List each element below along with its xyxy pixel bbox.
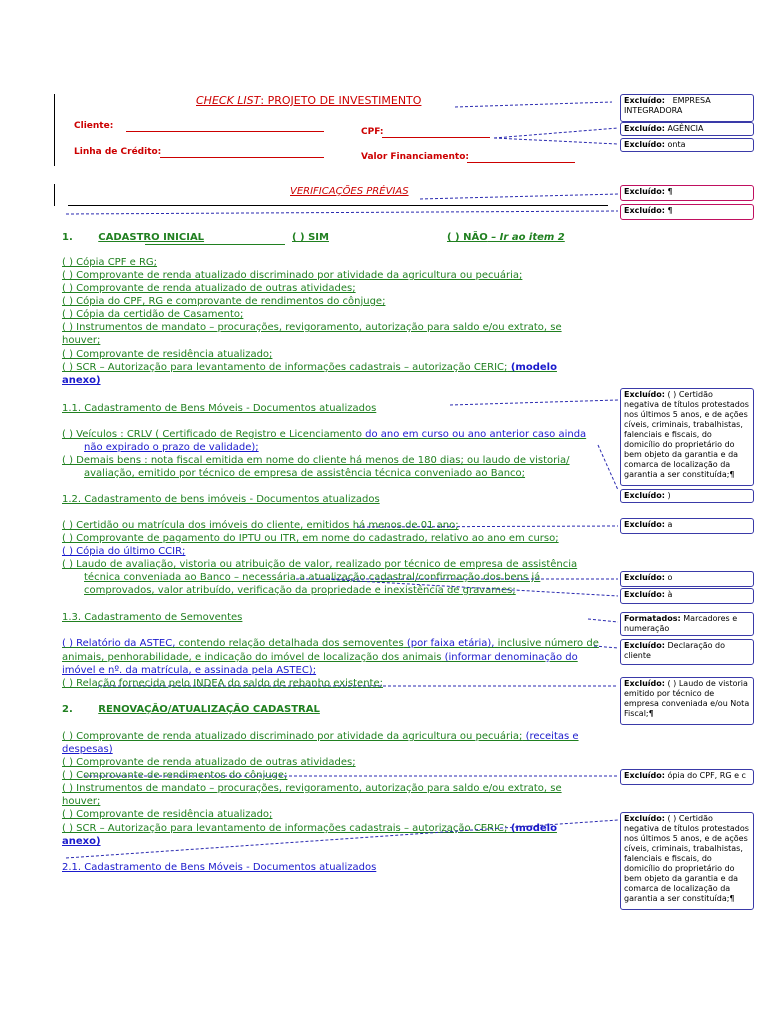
s13-heading: 1.3. Cadastramento de Semoventes [62, 612, 243, 623]
s12-item: comprovados, valor atribuído, verificação da propriedade e inexistência de gravames; [84, 585, 516, 596]
s2-scr: ( ) SCR – Autorização para levantamento de informações cadastrais – autorização CERIC; (modelo [62, 823, 557, 834]
s11-line: avaliação, emitido por técnico de empresa de assistência técnica conveniado ao Banco; [84, 468, 526, 479]
cliente-label: Cliente: [74, 121, 114, 131]
s1-item: ( ) Cópia CPF e RG; [62, 257, 158, 268]
s2-line: ( ) Comprovante de renda atualizado discriminado por atividade da agricultura ou pecuária; (receitas e [62, 731, 579, 742]
valor-line [467, 162, 575, 163]
comment-balloon[interactable]: Excluído: ( ) Certidão negativa de títulos protestados nos últimos 5 anos, e de ações cíveis, criminais, trabalhistas, falenciais e fiscais, do domicílio do proprietário do bem objeto da garantia e da comarca de localização da garantia a ser constituída;¶ [620, 388, 754, 486]
s12-item: ( ) Cópia do último CCIR; [62, 546, 186, 557]
s11-line: ( ) Demais bens : nota fiscal emitida em nome do cliente há menos de 180 dias; ou laudo de vistoria/ [62, 455, 570, 466]
s12-item: ( ) Certidão ou matrícula dos imóveis do cliente, emitidos há menos de 01 ano; [62, 520, 459, 531]
comment-balloon[interactable]: Excluído: AGÊNCIA [620, 122, 754, 136]
s12-heading: 1.2. Cadastramento de bens imóveis - Documentos atualizados [62, 494, 380, 505]
comment-balloon[interactable]: Excluído: onta [620, 138, 754, 152]
s1-item: ( ) Comprovante de residência atualizado; [62, 349, 273, 360]
s1-item: ( ) Cópia da certidão de Casamento; [62, 309, 244, 320]
change-bar [54, 94, 55, 166]
page-title [196, 94, 421, 107]
section1-sim: ( ) SIM [292, 232, 329, 243]
valor-label: Valor Financiamento: [361, 152, 469, 162]
s2-item: houver; [62, 796, 101, 807]
s1-scr-anexo: anexo) [62, 375, 101, 386]
comment-balloon[interactable]: Excluído: ) [620, 489, 754, 503]
linha-label: Linha de Crédito: [74, 147, 162, 157]
s2-item: ( ) Comprovante de rendimentos do cônjuge; [62, 770, 288, 781]
s13-line: imóvel e nº. da matrícula, e assinada pela ASTEC); [62, 665, 317, 676]
s2-line: despesas) [62, 744, 113, 755]
comment-balloon[interactable]: Excluído: EMPRESA INTEGRADORA [620, 94, 754, 122]
s2-item: ( ) Instrumentos de mandato – procurações, revigoramento, autorização para saldo e/ou extrato, se [62, 783, 562, 794]
cliente-line [126, 131, 324, 132]
s13-line: ( ) Relatório da ASTEC, contendo relação detalhada dos semoventes (por faixa etária), inclusive número de [62, 638, 599, 649]
comment-balloon[interactable]: Excluído: a [620, 518, 754, 534]
s21-heading: 2.1. Cadastramento de Bens Móveis - Documentos atualizados [62, 862, 377, 873]
section1-underline [145, 244, 285, 245]
s11-line: não expirado o prazo de validade); [84, 442, 259, 453]
comment-balloon[interactable]: Excluído: ( ) Certidão negativa de títulos protestados nos últimos 5 anos, e de ações cíveis, criminais, trabalhistas, falenciais e fiscais, do domicílio do proprietário do bem objeto da garantia e da comarca de localização da garantia a ser constituída;¶ [620, 812, 754, 910]
s1-item: ( ) Cópia do CPF, RG e comprovante de rendimentos do cônjuge; [62, 296, 386, 307]
s1-item: houver; [62, 335, 101, 346]
s12-item: técnica conveniada ao Banco – necessária a atualização cadastral/confirmação dos bens já [84, 572, 541, 583]
linha-line [160, 157, 324, 158]
s12-item: ( ) Laudo de avaliação, vistoria ou atribuição de valor, realizado por técnico de empresa de assistência [62, 559, 578, 570]
s1-item: ( ) Comprovante de renda atualizado discriminado por atividade da agricultura ou pecuária; [62, 270, 523, 281]
s13-line: ( ) Relação fornecida pelo INDEA do saldo de rebanho existente; [62, 678, 383, 689]
s2-scr-anexo: anexo) [62, 836, 101, 847]
comment-balloon[interactable]: Excluído: Declaração do cliente [620, 639, 754, 665]
s11-heading: 1.1. Cadastramento de Bens Móveis - Documentos atualizados [62, 403, 377, 414]
section2-heading: 2. RENOVAÇÃO/ATUALIZAÇÃO CADASTRAL [62, 704, 320, 715]
comment-balloon[interactable]: Excluído: ( ) Laudo de vistoria emitido por técnico de empresa conveniada e/ou Nota Fiscal;¶ [620, 677, 754, 725]
comment-balloon[interactable]: Excluído: ¶ [620, 185, 754, 201]
section1-nao: ( ) NÃO – Ir ao item 2 [447, 232, 565, 243]
section-rule [68, 205, 608, 206]
section1-heading: 1. CADASTRO INICIAL [62, 232, 205, 243]
cpf-label: CPF: [361, 127, 384, 137]
title-italic: CHECK LIST [196, 94, 261, 107]
comment-balloon[interactable]: Formatados: Marcadores e numeração [620, 612, 754, 636]
s11-line: ( ) Veículos : CRLV ( Certificado de Registro e Licenciamento do ano em curso ou ano anterior caso ainda [62, 429, 587, 440]
s1-item: ( ) Instrumentos de mandato – procurações, revigoramento, autorização para saldo e/ou extrato, se [62, 322, 562, 333]
s12-item: ( ) Comprovante de pagamento do IPTU ou ITR, em nome do cadastrado, relativo ao ano em curso; [62, 533, 559, 544]
s1-scr: ( ) SCR – Autorização para levantamento de informações cadastrais – autorização CERIC; (modelo [62, 362, 557, 373]
change-bar [54, 184, 55, 206]
s2-item: ( ) Comprovante de residência atualizado; [62, 809, 273, 820]
comment-balloon[interactable]: Excluído: o [620, 571, 754, 587]
s13-line: animais, penhorabilidade, e indicação do imóvel de localização dos animais (informar denominação do [62, 652, 578, 663]
comment-balloon[interactable]: Excluído: à [620, 588, 754, 604]
verificacoes-heading: VERIFICAÇÕES PRÉVIAS [290, 186, 409, 197]
s2-item: ( ) Comprovante de renda atualizado de outras atividades; [62, 757, 356, 768]
comment-balloon[interactable]: Excluído: ¶ [620, 204, 754, 220]
comment-balloon[interactable]: Excluído: ópia do CPF, RG e c [620, 769, 754, 785]
s1-item: ( ) Comprovante de renda atualizado de outras atividades; [62, 283, 356, 294]
title-rest: : PROJETO DE INVESTIMENTO [260, 94, 422, 107]
cpf-line [382, 137, 490, 138]
